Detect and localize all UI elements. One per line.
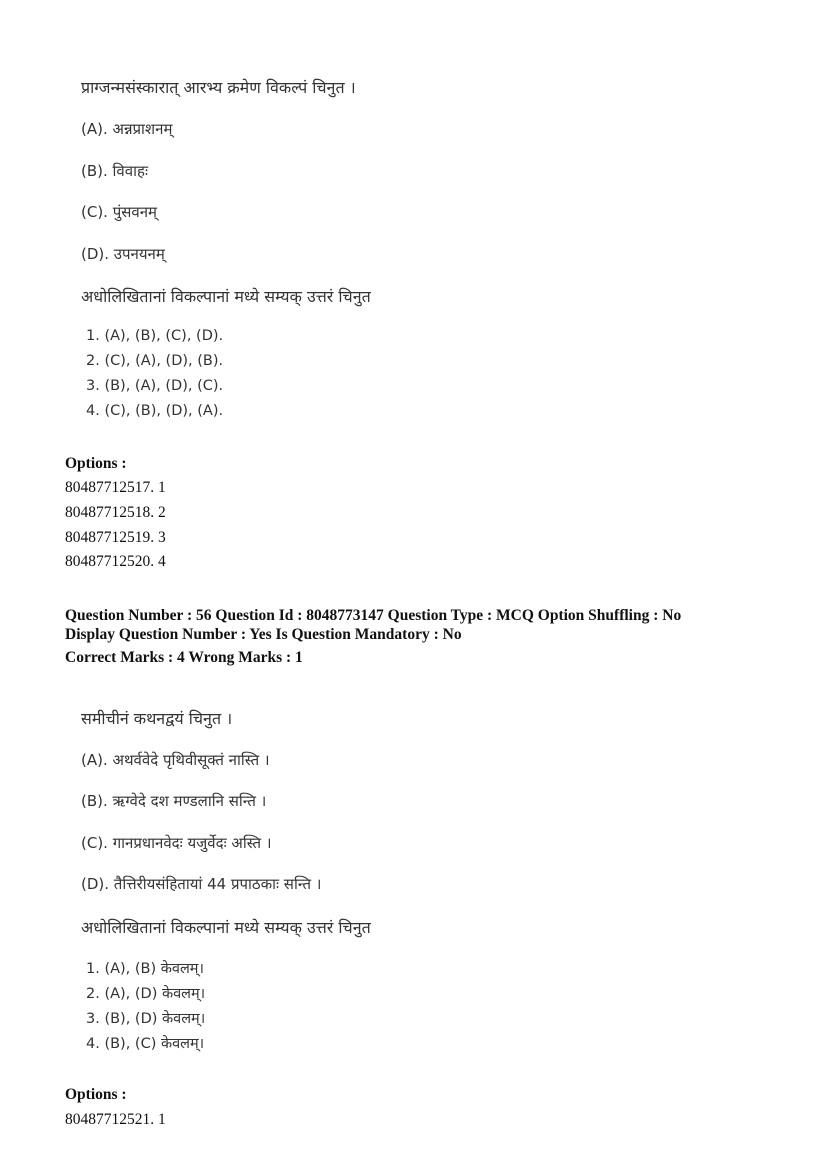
answer-choice-1: 1. (A), (B) केवलम्। [86, 961, 204, 977]
instruction-text: अधोलिखितानां विकल्पानां मध्ये सम्यक् उत्तरं चिनुत [81, 918, 371, 937]
statement-d: (D). उपनयनम् [81, 245, 165, 263]
statement-a: (A). अन्नप्राशनम् [81, 120, 173, 138]
question-meta-line-1: Question Number : 56 Question Id : 8048773147 Question Type : MCQ Option Shuffling : No [65, 607, 682, 624]
statement-c: (C). गानप्रधानवेदः यजुर्वेदः अस्ति । [81, 834, 272, 852]
answer-choice-3: 3. (B), (D) केवलम्। [86, 1011, 206, 1027]
options-label: Options : [65, 1086, 127, 1103]
question-stem: समीचीनं कथनद्वयं चिनुत । [81, 709, 233, 728]
answer-choice-4: 4. (B), (C) केवलम्। [86, 1036, 205, 1052]
option-id-1: 80487712521. 1 [65, 1111, 166, 1128]
option-id-1: 80487712517. 1 [65, 479, 166, 496]
statement-c: (C). पुंसवनम् [81, 203, 158, 221]
option-id-2: 80487712518. 2 [65, 504, 166, 521]
answer-choice-4: 4. (C), (B), (D), (A). [86, 403, 224, 419]
question-meta-line-2: Display Question Number : Yes Is Question Mandatory : No [65, 626, 462, 643]
answer-choice-2: 2. (A), (D) केवलम्। [86, 986, 206, 1002]
marks-line: Correct Marks : 4 Wrong Marks : 1 [65, 649, 303, 666]
option-id-3: 80487712519. 3 [65, 529, 166, 546]
option-id-4: 80487712520. 4 [65, 553, 166, 570]
answer-choice-3: 3. (B), (A), (D), (C). [86, 378, 224, 394]
options-label: Options : [65, 455, 127, 472]
answer-choice-2: 2. (C), (A), (D), (B). [86, 353, 224, 369]
instruction-text: अधोलिखितानां विकल्पानां मध्ये सम्यक् उत्तरं चिनुत [81, 287, 371, 306]
statement-a: (A). अथर्ववेदे पृथिवीसूक्तं नास्ति । [81, 751, 270, 769]
statement-b: (B). ऋग्वेदे दश मण्डलानि सन्ति । [81, 792, 267, 810]
statement-b: (B). विवाहः [81, 162, 148, 180]
answer-choice-1: 1. (A), (B), (C), (D). [86, 328, 224, 344]
statement-d: (D). तैत्तिरीयसंहितायां 44 प्रपाठकाः सन्ति । [81, 875, 322, 893]
question-stem: प्राग्जन्मसंस्कारात् आरभ्य क्रमेण विकल्पं चिनुत । [81, 78, 356, 97]
